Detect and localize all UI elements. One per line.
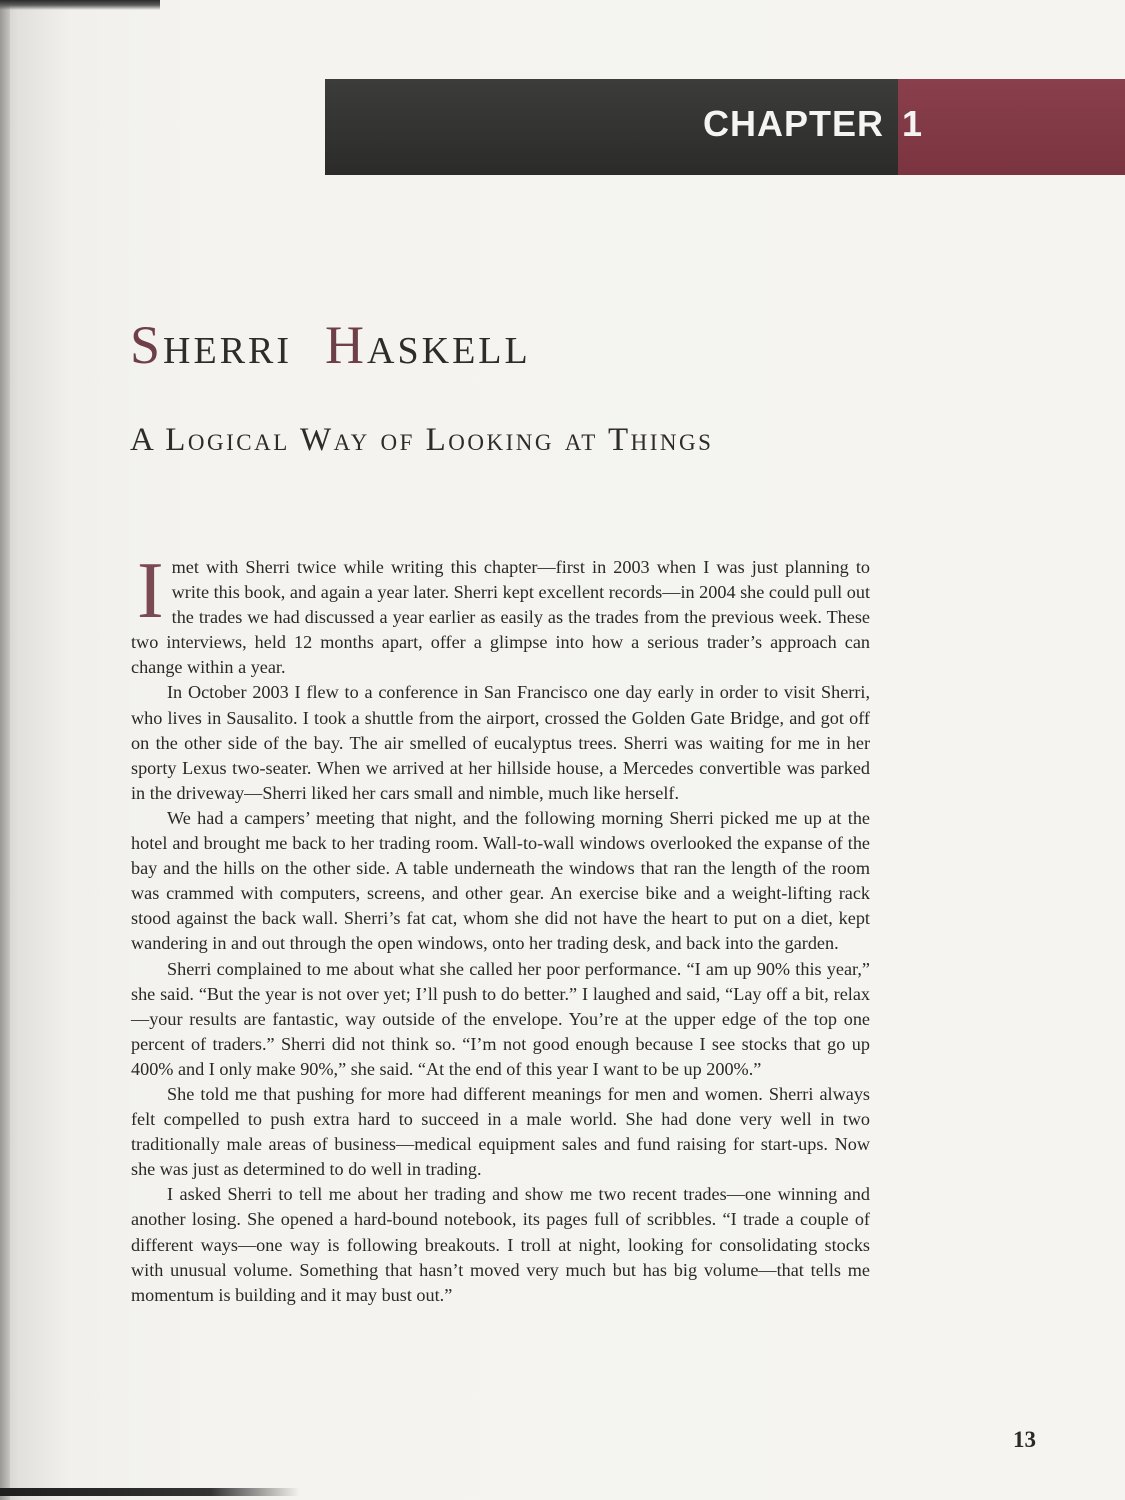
- scan-edge-bottom: [0, 1488, 300, 1496]
- paragraph-text: met with Sherri twice while writing this chapter—first in 2003 when I was just planning to write this book, and again a year later. Sherri kept excellent records—in 2004 she could pull out the trades we had discussed a year earlier as easily as the trades from the previous week. These two interviews, held 12 months apart, offer a glimpse into how a serious trader’s approach can change within a year.: [131, 557, 870, 678]
- title-first-initial: S: [130, 315, 164, 375]
- paragraph: I asked Sherri to tell me about her trading and show me two recent trades—one winning and another losing. She opened a hard-bound notebook, its pages full of scribbles. “I trade a couple of different ways—one way is following breakouts. I troll at night, looking for consolidating stocks with unusual volume. Something that hasn’t moved very much but has big volume—that tells me momentum is building and it may bust out.”: [131, 1184, 870, 1305]
- chapter-number: 1: [902, 103, 923, 144]
- title-last-initial: H: [325, 315, 368, 375]
- title-first-rest: herri: [163, 315, 293, 375]
- scan-edge-top: [0, 0, 160, 10]
- chapter-title: [130, 315, 531, 375]
- paragraph: She told me that pushing for more had different meanings for men and women. Sherri always felt compelled to push extra hard to succeed in a male world. She had done very well in two traditionally male areas of business—medical equipment sales and fund raising for start-ups. Now she was just as determined to do well in trading.: [131, 1083, 870, 1180]
- paragraph: We had a campers’ meeting that night, and the following morning Sherri picked me up at the hotel and brought me back to her trading room. Wall-to-wall windows overlooked the expanse of the bay and the hills on the other side. A table underneath the windows that ran the length of the room was crammed with computers, screens, and other gear. An exercise bike and a weight-lifting rack stood against the back wall. Sherri’s fat cat, whom she did not have the heart to put on a diet, kept wandering in and out through the open windows, onto her trading desk, and back into the garden.: [131, 807, 870, 954]
- paragraph: [131, 547, 870, 680]
- page-number: 13: [1013, 1427, 1036, 1452]
- page-binding-shadow: [0, 0, 10, 1500]
- chapter-label: CHAPTER: [702, 103, 884, 144]
- drop-cap: I: [137, 547, 164, 635]
- chapter-banner-number-block: [898, 79, 1125, 175]
- chapter-banner-label-block: [325, 79, 898, 175]
- paragraph: Sherri complained to me about what she called her poor performance. “I am up 90% this year,” she said. “But the year is not over yet; I’ll push to do better.” I laughed and said, “Lay off a bit, relax—your results are fantastic, way outside of the envelope. You’re at the upper edge of the top one percent of traders.” Sherri did not think so. “I’m not good enough because I see stocks that go up 400% and I only make 90%,” she said. “At the end of this year I want to be up 200%.”: [131, 958, 870, 1079]
- paragraph: In October 2003 I flew to a conference in San Francisco one day early in order to visit Sherri, who lives in Sausalito. I took a shuttle from the airport, crossed the Golden Gate Bridge, and got off on the other side of the bay. The air smelled of eucalyptus trees. Sherri was waiting for me in her sporty Lexus two-seater. When we arrived at her hillside house, a Mercedes convertible was parked in the driveway—Sherri liked her cars small and nimble, much like herself.: [131, 682, 870, 803]
- chapter-banner: [325, 79, 1125, 175]
- chapter-body: [131, 547, 870, 1308]
- title-last-rest: askell: [367, 315, 531, 375]
- chapter-subtitle: A Logical Way of Looking at Things: [130, 422, 714, 458]
